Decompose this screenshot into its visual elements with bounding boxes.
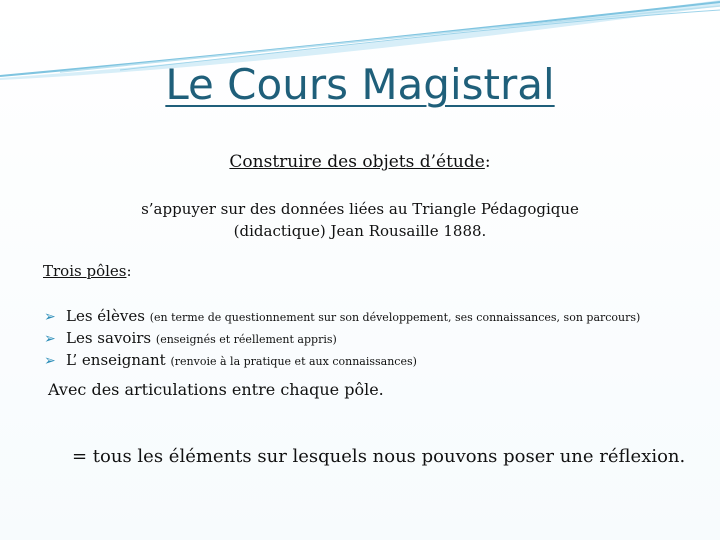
arrowhead-bullet-icon: ➢: [44, 331, 56, 347]
articulations-text: Avec des articulations entre chaque pôle.: [48, 380, 384, 399]
arrowhead-bullet-icon: ➢: [44, 309, 56, 325]
intro-paragraph: [0, 198, 720, 242]
arrowhead-bullet-icon: ➢: [44, 353, 56, 369]
slide-subtitle: [0, 152, 720, 172]
list-item: [44, 306, 640, 328]
pole-term: Les élèves: [66, 307, 145, 325]
pole-note: (enseignés et réellement appris): [155, 333, 337, 346]
subtitle-colon: :: [484, 152, 491, 172]
list-item: [44, 328, 640, 350]
list-item: [44, 350, 640, 372]
pole-term: L’ enseignant: [66, 351, 166, 369]
pole-note: (en terme de questionnement sur son développement, ses connaissances, son parcours): [149, 311, 641, 324]
slide-title: [0, 60, 720, 109]
poles-heading-colon: :: [126, 262, 132, 280]
conclusion-text: = tous les éléments sur lesquels nous pouvons poser une réflexion.: [72, 446, 686, 467]
subtitle-text: Construire des objets d’étude: [229, 152, 485, 172]
intro-line-2: (didactique) Jean Rousaille 1888.: [233, 222, 487, 240]
intro-line-1: s’appuyer sur des données liées au Triangle Pédagogique: [141, 200, 579, 218]
slide-title-text: Le Cours Magistral: [165, 60, 555, 109]
pole-note: (renvoie à la pratique et aux connaissances): [170, 355, 417, 368]
poles-heading-text: Trois pôles: [43, 262, 127, 280]
poles-list: [44, 306, 640, 372]
poles-heading: [43, 262, 132, 280]
pole-term: Les savoirs: [66, 329, 152, 347]
